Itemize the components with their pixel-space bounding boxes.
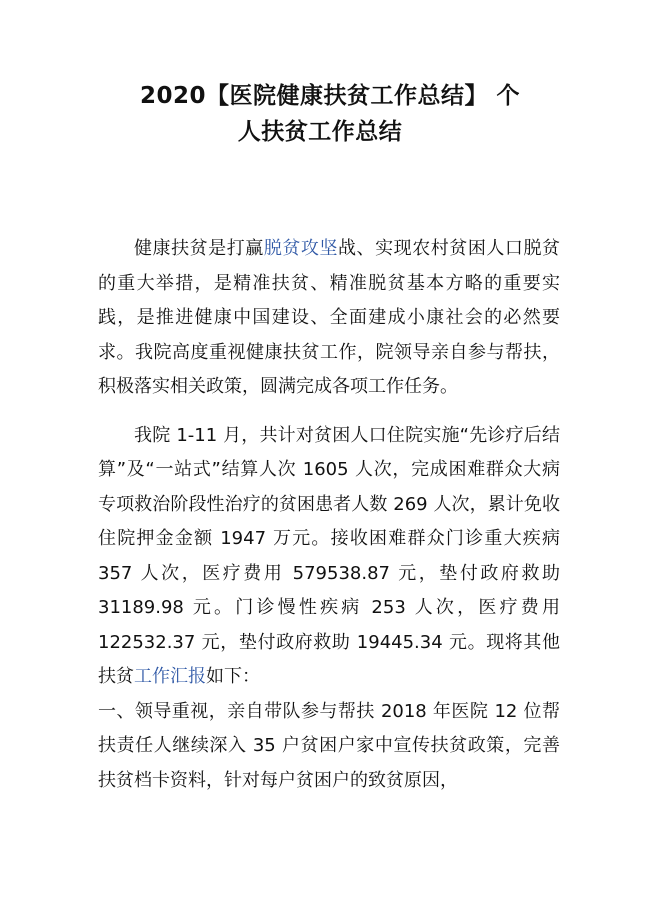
paragraph-statistics-text-start: 我院 1-11 月，共计对贫困人口住院实施“先诊疗后结算”及“一站式”结算人次 1605 人次，完成困难群众大病专项救治阶段性治疗的贫困患者人数 269 人次，累计免收住院押金金额 1947 万元。接收困难群众门诊重大疾病 357 人次，医疗费用 579538.87 元，垫付政府救助 31189.98 元。门诊慢性疾病 253 人次，医疗费用 122532.37 元，垫付政府救助 19445.34 元。现将其他扶贫 [98, 424, 560, 687]
page-title [100, 78, 560, 150]
document-body [98, 232, 560, 798]
link-gongzuo-huibao[interactable]: 工作汇报 [134, 666, 206, 687]
paragraph-intro-text-end: 战、实现农村贫困人口脱贫的重大举措，是精准扶贫、精准脱贫基本方略的重要实践，是推进健康中国建设、全面建成小康社会的必然要求。我院高度重视健康扶贫工作，院领导亲自参与帮扶，积极落实相关政策，圆满完成各项工作任务。 [98, 238, 561, 397]
paragraph-statistics-text-end: 如下： [206, 666, 260, 687]
paragraph-section-one: 一、领导重视，亲自带队参与帮扶 2018 年医院 12 位帮扶责任人继续深入 35 户贫困户家中宣传扶贫政策，完善扶贫档卡资料，针对每户贫困户的致贫原因， [98, 700, 560, 791]
paragraph-statistics [98, 419, 560, 695]
paragraph-intro [98, 232, 560, 405]
title-line-1: 2020【医院健康扶贫工作总结】 个 [139, 83, 521, 109]
paragraph-intro-text-start: 健康扶贫是打赢 [134, 238, 264, 259]
title-line-2: 人扶贫工作总结 [237, 119, 403, 145]
link-tuopin-gongjian[interactable]: 脱贫攻坚 [263, 238, 339, 259]
